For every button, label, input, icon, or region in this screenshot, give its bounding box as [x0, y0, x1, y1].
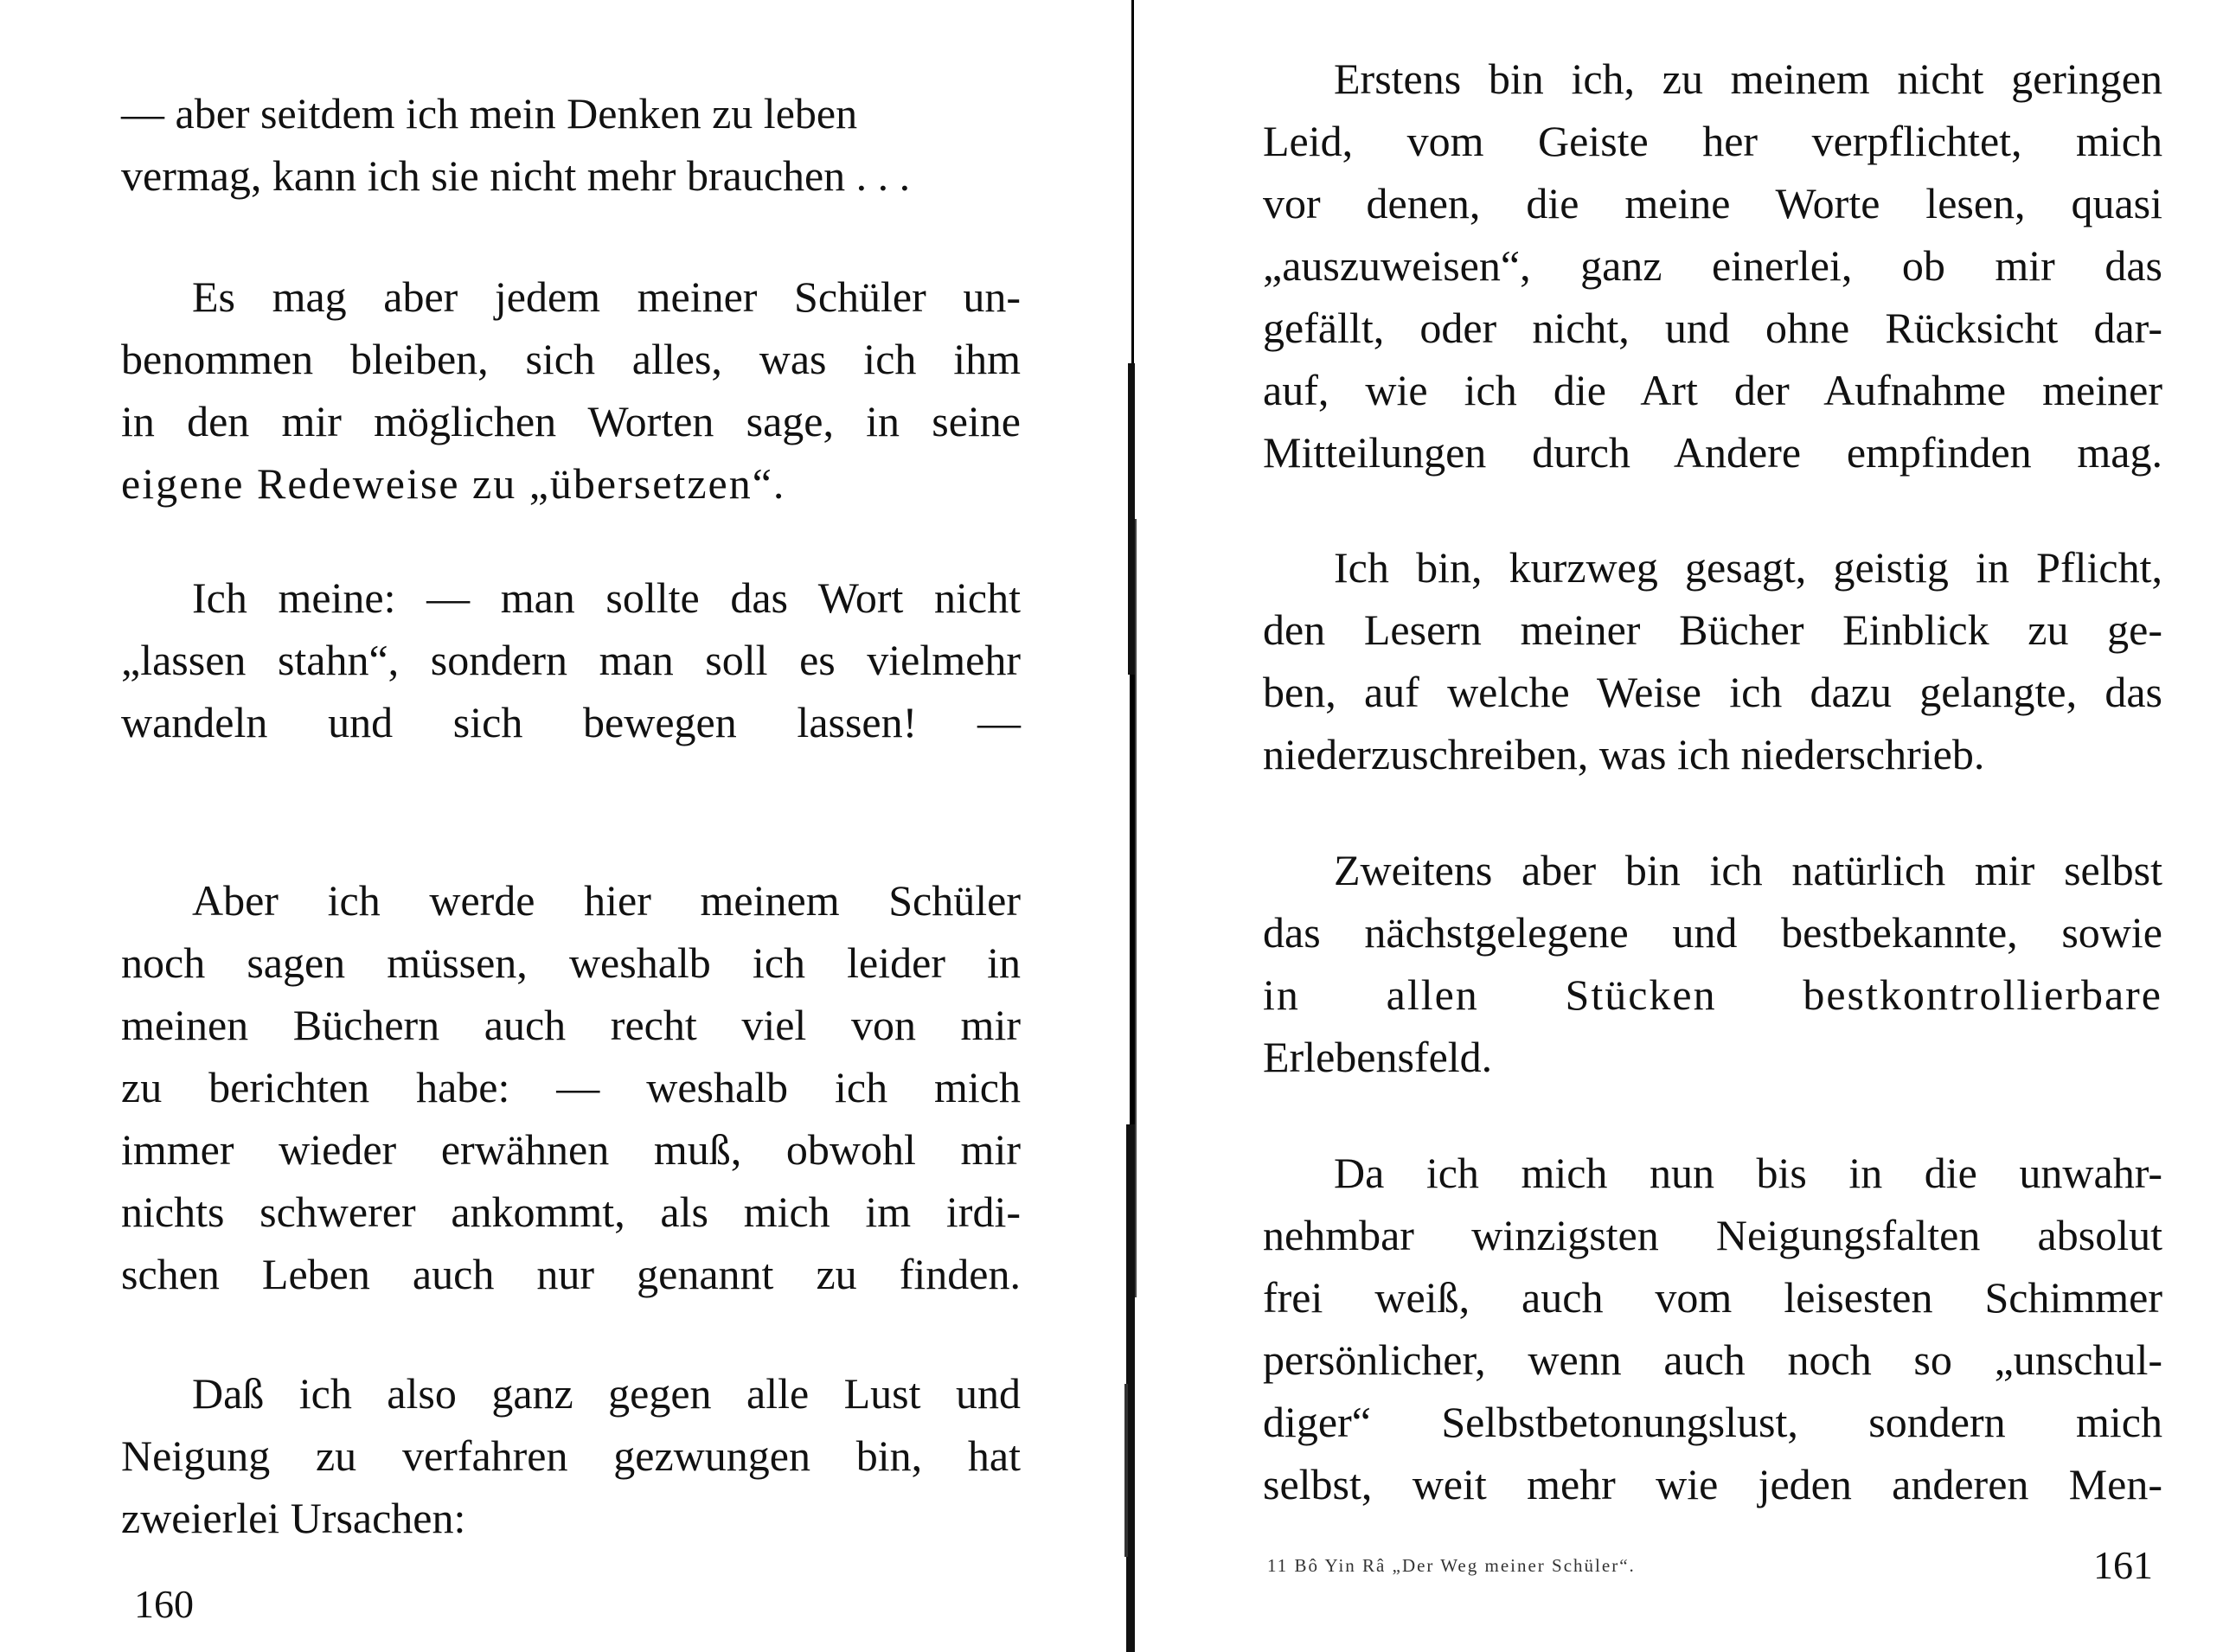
page-number-left: 160: [134, 1582, 194, 1626]
text-line: selbst, weit mehr wie jeden anderen Men-: [1263, 1460, 2162, 1508]
text-line: Daß ich also ganz gegen alle Lust und: [192, 1369, 1021, 1418]
text-line: das nächstgelegene und bestbekannte, sowie: [1263, 908, 2162, 957]
text-line: noch sagen müssen, weshalb ich leider in: [121, 938, 1021, 987]
right-paragraph-3: [1263, 839, 2162, 1088]
text-line: „auszuweisen“, ganz einerlei, ob mir das: [1263, 241, 2162, 290]
text-line: nichts schwerer ankommt, als mich im irdi-: [121, 1188, 1021, 1236]
text-line: vor denen, die meine Worte lesen, quasi: [1263, 179, 2162, 227]
text-line: vermag, kann ich sie nicht mehr brauchen . . .: [121, 151, 911, 200]
text-line: Zweitens aber bin ich natürlich mir selbst: [1334, 846, 2162, 894]
right-paragraph-4: [1263, 1142, 2162, 1515]
text-line: meinen Büchern auch recht viel von mir: [121, 1001, 1021, 1049]
text-line: gefällt, oder nicht, und ohne Rücksicht dar-: [1263, 304, 2162, 352]
text-line: wandeln und sich bewegen lassen! —: [121, 698, 1021, 746]
text-line: ben, auf welche Weise ich dazu gelangte, das: [1263, 668, 2162, 716]
text-line: Ich bin, kurzweg gesagt, geistig in Pflicht,: [1334, 543, 2162, 592]
page-number-right: 161: [2093, 1543, 2153, 1587]
text-line: nehmbar winzigsten Neigungsfalten absolut: [1263, 1211, 2162, 1259]
text-line: Leid, vom Geiste her verpflichtet, mich: [1263, 117, 2162, 165]
text-line: Da ich mich nun bis in die unwahr-: [1334, 1149, 2162, 1197]
text-line: frei weiß, auch vom leisesten Schimmer: [1263, 1273, 2162, 1322]
text-line: Ich meine: — man sollte das Wort nicht: [192, 573, 1021, 622]
text-line: — aber seitdem ich mein Denken zu leben: [121, 89, 858, 138]
text-line: zweierlei Ursachen:: [121, 1494, 466, 1542]
text-line: immer wieder erwähnen muß, obwohl mir: [121, 1125, 1021, 1174]
text-line: in den mir möglichen Worten sage, in seine: [121, 397, 1021, 445]
text-line: persönlicher, wenn auch noch so „unschul-: [1263, 1335, 2162, 1384]
text-line: diger“ Selbstbetonungslust, sondern mich: [1263, 1398, 2162, 1446]
text-line: zu berichten habe: — weshalb ich mich: [121, 1063, 1021, 1111]
text-line: Erlebensfeld.: [1263, 1033, 1493, 1081]
text-line: Aber ich werde hier meinem Schüler: [192, 876, 1021, 925]
text-line: schen Leben auch nur genannt zu finden.: [121, 1250, 1021, 1298]
right-paragraph-2: [1263, 536, 2162, 785]
text-line: Es mag aber jedem meiner Schüler un-: [192, 272, 1021, 321]
right-paragraph-1: [1263, 48, 2162, 483]
text-line: Mitteilungen durch Andere empfinden mag.: [1263, 428, 2162, 477]
text-line: „lassen stahn“, sondern man soll es vielmehr: [121, 636, 1021, 684]
text-line: in allen Stücken bestkontrollierbare: [1263, 970, 2162, 1019]
text-line: benommen bleiben, sich alles, was ich ihm: [121, 335, 1021, 383]
signature-line: 11 Bô Yin Râ „Der Weg meiner Schüler“.: [1267, 1555, 1636, 1576]
text-line: Erstens bin ich, zu meinem nicht geringen: [1334, 54, 2162, 103]
text-line: Neigung zu verfahren gezwungen bin, hat: [121, 1431, 1021, 1480]
text-line: eigene Redeweise zu „übersetzen“.: [121, 459, 786, 508]
text-line: den Lesern meiner Bücher Einblick zu ge-: [1263, 605, 2162, 654]
text-line: auf, wie ich die Art der Aufnahme meiner: [1263, 366, 2162, 414]
text-line: niederzuschreiben, was ich niederschrieb.: [1263, 730, 1985, 778]
